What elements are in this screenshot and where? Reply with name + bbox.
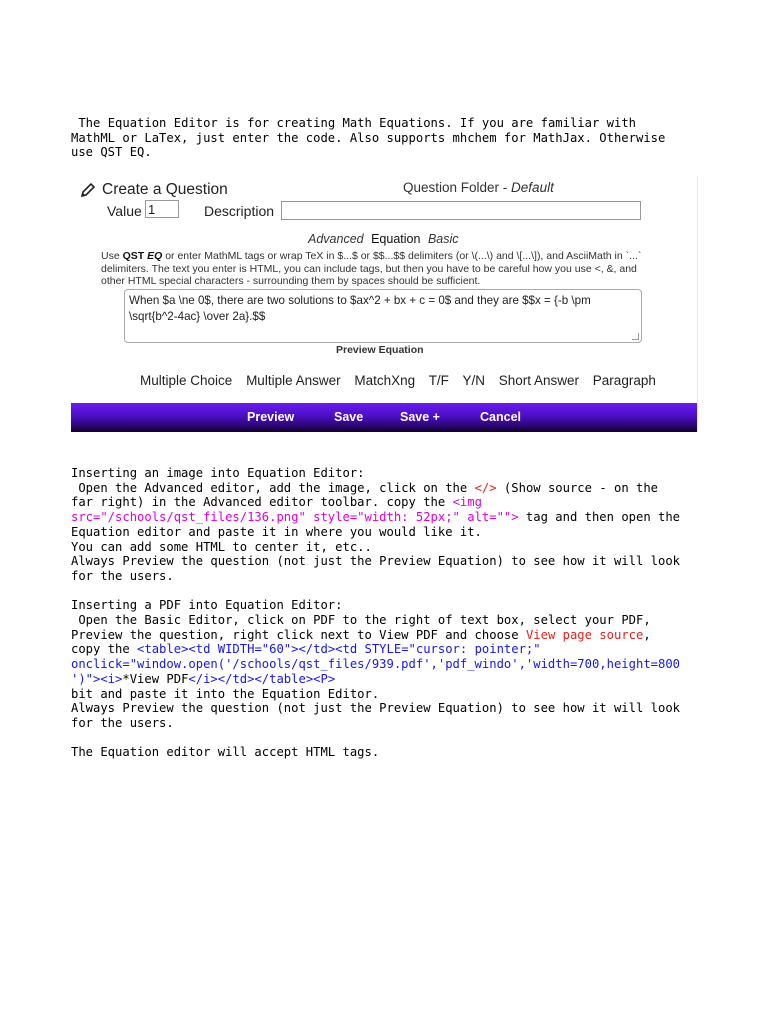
folder-value: Default	[511, 180, 554, 195]
image-heading: Inserting an image into Equation Editor:	[71, 466, 365, 480]
image-step-1e: tag and then open the Equation editor and paste it in where you would like it.	[71, 510, 681, 539]
pdf-table-code: <table><td WIDTH="60"></td><td STYLE="cursor: pointer;" onclick="window.open('/schools/qst_files/939.pdf','pdf_windo','width=700,height=800 ')"><i>	[71, 642, 681, 686]
type-matching[interactable]: MatchXng	[354, 373, 416, 388]
pdf-step-2: bit and paste it into the Equation Editor.	[71, 686, 380, 701]
save-plus-button[interactable]: Save +	[400, 410, 440, 424]
page-title: Create a Question	[102, 181, 228, 198]
img-tag-code: <img src="/schools/qst_files/136.png" style="width: 52px;" alt="">	[71, 495, 519, 525]
view-pdf-text: *View PDF	[122, 671, 189, 686]
value-label: Value	[107, 203, 142, 219]
pdf-table-code-end: </i></td></table><P>	[188, 671, 336, 686]
pencil-icon	[80, 182, 96, 198]
pdf-step-1a: Open the Basic Editor, click on PDF to the right of text box, select your PDF, Preview the question, right click next to View PDF and choose	[71, 613, 651, 642]
help-qst[interactable]: QST	[122, 250, 148, 262]
cancel-button[interactable]: Cancel	[480, 410, 521, 424]
mode-equation[interactable]: Equation	[371, 232, 421, 246]
image-step-3: Always Preview the question (not just the Preview Equation) to see how it will look for the users.	[71, 554, 681, 583]
resize-grip-icon[interactable]	[632, 333, 639, 340]
mode-advanced[interactable]: Advanced	[308, 232, 364, 246]
folder-label: Question Folder -	[403, 180, 512, 195]
type-short-answer[interactable]: Short Answer	[498, 373, 580, 388]
intro-paragraph: The Equation Editor is for creating Math Equations. If you are familiar with MathML or LaTex, just enter the code. Also supports mhchem for MathJax. Otherwise use QST EQ.	[71, 116, 666, 160]
save-button[interactable]: Save	[334, 410, 364, 424]
editor-mode-switch	[308, 232, 463, 246]
mode-basic[interactable]: Basic	[427, 232, 459, 246]
image-step-2: You can add some HTML to center it, etc..	[71, 539, 372, 554]
type-true-false[interactable]: T/F	[428, 373, 449, 388]
pdf-step-1c: , copy the	[71, 627, 651, 657]
question-type-list	[140, 373, 666, 388]
value-input[interactable]: 1	[145, 200, 179, 218]
equation-textarea[interactable]	[124, 289, 642, 343]
help-eq[interactable]: EQ	[147, 250, 163, 262]
pdf-heading: Inserting a PDF into Equation Editor:	[71, 598, 343, 613]
description-label: Description	[204, 203, 275, 219]
equation-help-text	[101, 250, 661, 288]
create-question-screenshot	[71, 176, 698, 432]
show-source-code: </>	[474, 480, 497, 495]
view-page-source: View page source	[525, 627, 644, 642]
action-bar	[71, 403, 697, 432]
description-input[interactable]	[281, 201, 641, 220]
preview-button[interactable]: Preview	[247, 410, 295, 424]
help-use: Use	[101, 250, 123, 262]
type-paragraph[interactable]: Paragraph	[592, 373, 656, 388]
type-multiple-answer[interactable]: Multiple Answer	[246, 373, 341, 388]
instructions	[71, 466, 701, 760]
preview-equation-button[interactable]: Preview Equation	[336, 344, 424, 356]
type-yes-no[interactable]: Y/N	[462, 373, 485, 388]
final-note: The Equation editor will accept HTML tags.	[71, 745, 380, 760]
equation-text: When $a \ne 0$, there are two solutions to $ax^2 + bx + c = 0$ and they are $$x = {-b \pm \sqrt{b^2-4ac} \over 2a}.$$	[129, 294, 591, 323]
image-step-1c: (Show source - on the far right) in the Advanced editor toolbar. copy the	[71, 480, 659, 510]
image-step-1a: Open the Advanced editor, add the image, click on the	[71, 480, 475, 495]
type-multiple-choice[interactable]: Multiple Choice	[140, 373, 233, 388]
help-rest: or enter MathML tags or wrap TeX in $...$ or $$...$$ delimiters (or \(...\) and \[...\]), and AsciiMath in `...` delimiters. The text you enter is HTML, you can include tags, but then you have to be careful how you use <, &, and other HTML special characters - surrounding them by spaces should be sufficient.	[101, 250, 642, 288]
pdf-step-3: Always Preview the question (not just the Preview Equation) to see how it will look for the users.	[71, 701, 681, 730]
question-folder[interactable]	[403, 180, 554, 195]
